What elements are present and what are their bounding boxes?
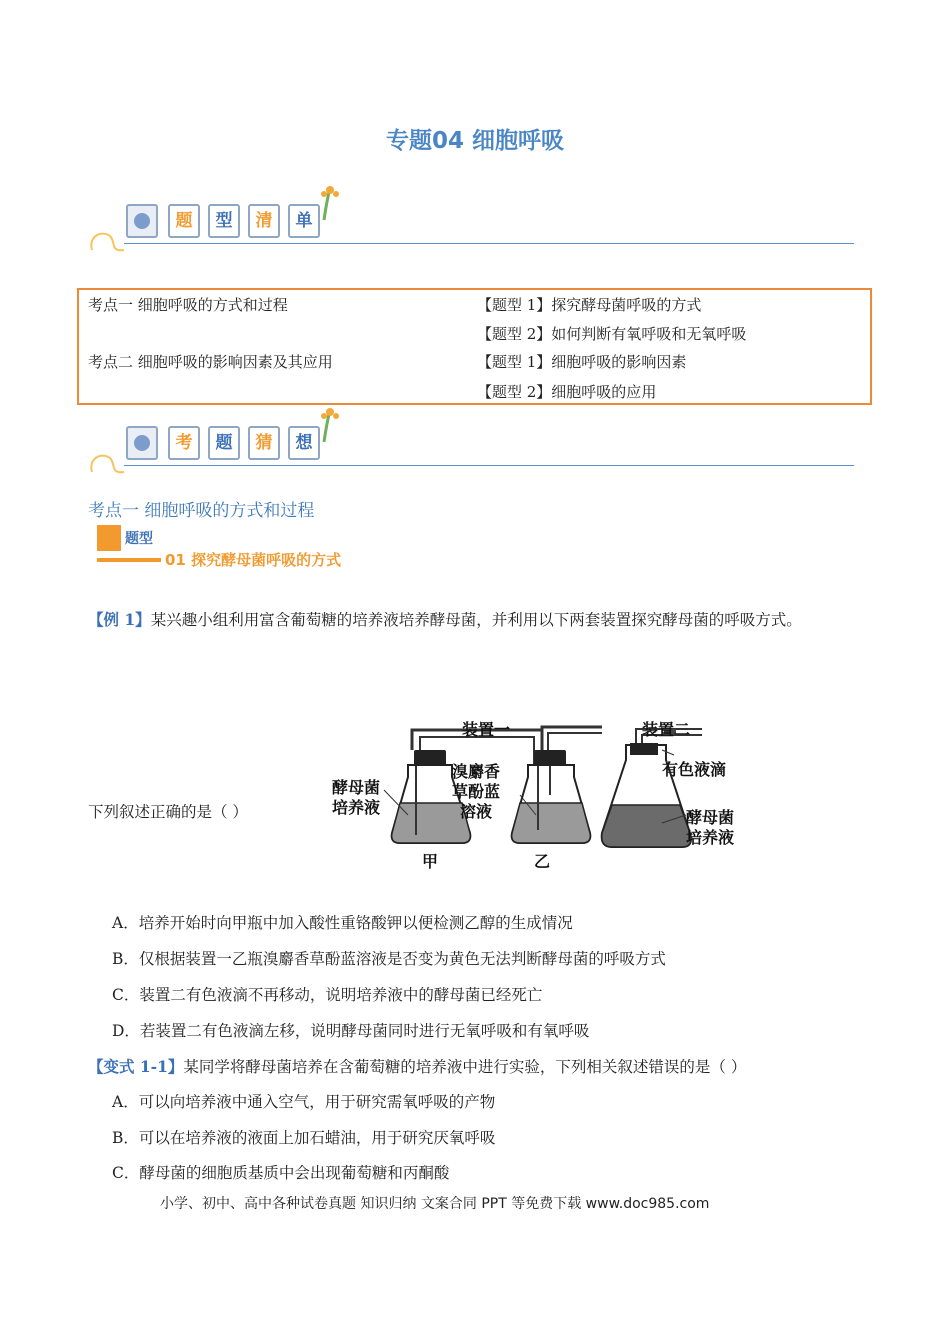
page-title: 专题04 细胞呼吸: [385, 128, 564, 154]
apparatus-figure: [330, 715, 740, 875]
banner-rule: [124, 243, 854, 245]
question-type-heading: [97, 525, 367, 567]
figure-label-medium: 培养液: [332, 798, 381, 817]
overview-type: 【题型 1】细胞呼吸的影响因素: [477, 353, 687, 371]
example-stem: [88, 608, 802, 630]
overview-table: [77, 288, 872, 405]
option-b: B．仅根据装置一乙瓶溴麝香草酚蓝溶液是否变为黄色无法判断酵母菌的呼吸方式: [112, 950, 666, 968]
banner-number-tile: [126, 426, 158, 460]
figure-label-yeast: 酵母菌: [332, 778, 381, 797]
overview-point: 考点一 细胞呼吸的方式和过程: [88, 296, 288, 314]
banner-tile: 猜: [248, 426, 280, 460]
figure-label-flask-b: 乙: [534, 852, 551, 871]
variant-option-c: C．酵母菌的细胞质基质中会出现葡萄糖和丙酮酸: [112, 1164, 450, 1182]
variant-stem: [88, 1055, 746, 1077]
option-d: D．若装置二有色液滴左移，说明酵母菌同时进行无氧呼吸和有氧呼吸: [112, 1022, 590, 1040]
figure-label-reagent: 草酚蓝: [452, 782, 501, 801]
figure-label-device2: 装置二: [642, 720, 691, 739]
example-tag: 【例 1】: [88, 610, 151, 629]
banner-number-tile: [126, 204, 158, 238]
footer-text: 小学、初中、高中各种试卷真题 知识归纳 文案合同 PPT 等免费下载 www.doc985.com: [160, 1196, 710, 1212]
flower-decoration-icon: [316, 182, 346, 222]
banner-tile: 考: [168, 426, 200, 460]
figure-label-medium2: 培养液: [686, 828, 735, 847]
figure-label-reagent: 溶液: [460, 802, 493, 821]
figure-label-device1: 装置一: [462, 720, 511, 739]
variant-stem-text: 某同学将酵母菌培养在含葡萄糖的培养液中进行实验，下列相关叙述错误的是（ ）: [183, 1058, 747, 1076]
overview-type: 【题型 2】如何判断有氧呼吸和无氧呼吸: [477, 325, 747, 343]
figure-label-droplet: 有色液滴: [662, 760, 727, 779]
example-stem-text: 某兴趣小组利用富含葡萄糖的培养液培养酵母菌，并利用以下两套装置探究酵母菌的呼吸方式。: [150, 611, 802, 629]
section-banner-exam-predictions: [88, 404, 868, 484]
variant-option-b: B．可以在培养液的液面上加石蜡油，用于研究厌氧呼吸: [112, 1129, 496, 1147]
section-heading: 考点一 细胞呼吸的方式和过程: [88, 501, 315, 521]
option-a: A．培养开始时向甲瓶中加入酸性重铬酸钾以便检测乙醇的生成情况: [112, 914, 573, 932]
variant-option-a: A．可以向培养液中通入空气，用于研究需氧呼吸的产物: [112, 1093, 496, 1111]
option-c: C．装置二有色液滴不再移动，说明培养液中的酵母菌已经死亡: [112, 986, 543, 1004]
overview-type: 【题型 1】探究酵母菌呼吸的方式: [477, 296, 702, 314]
section-banner-question-types: [88, 182, 868, 262]
banner-tile: 想: [288, 426, 320, 460]
banner-tile: 型: [208, 204, 240, 238]
figure-label-flask-a: 甲: [422, 852, 439, 871]
qtype-name: 01 探究酵母菌呼吸的方式: [165, 551, 342, 569]
qtype-underline: [97, 558, 161, 562]
banner-tile: 单: [288, 204, 320, 238]
example-question: 下列叙述正确的是（ ）: [88, 803, 248, 821]
flower-decoration-icon: [316, 404, 346, 444]
figure-label-yeast2: 酵母菌: [686, 808, 735, 827]
figure-label-reagent: 溴麝香: [452, 762, 501, 781]
banner-tile: 清: [248, 204, 280, 238]
qtype-square-icon: [97, 525, 121, 551]
qtype-label: 题型: [125, 531, 153, 547]
banner-tile: 题: [208, 426, 240, 460]
banner-rule: [124, 465, 854, 467]
overview-type: 【题型 2】细胞呼吸的应用: [477, 383, 657, 401]
variant-tag: 【变式 1-1】: [88, 1057, 184, 1076]
overview-point: 考点二 细胞呼吸的影响因素及其应用: [88, 353, 333, 371]
banner-tile: 题: [168, 204, 200, 238]
